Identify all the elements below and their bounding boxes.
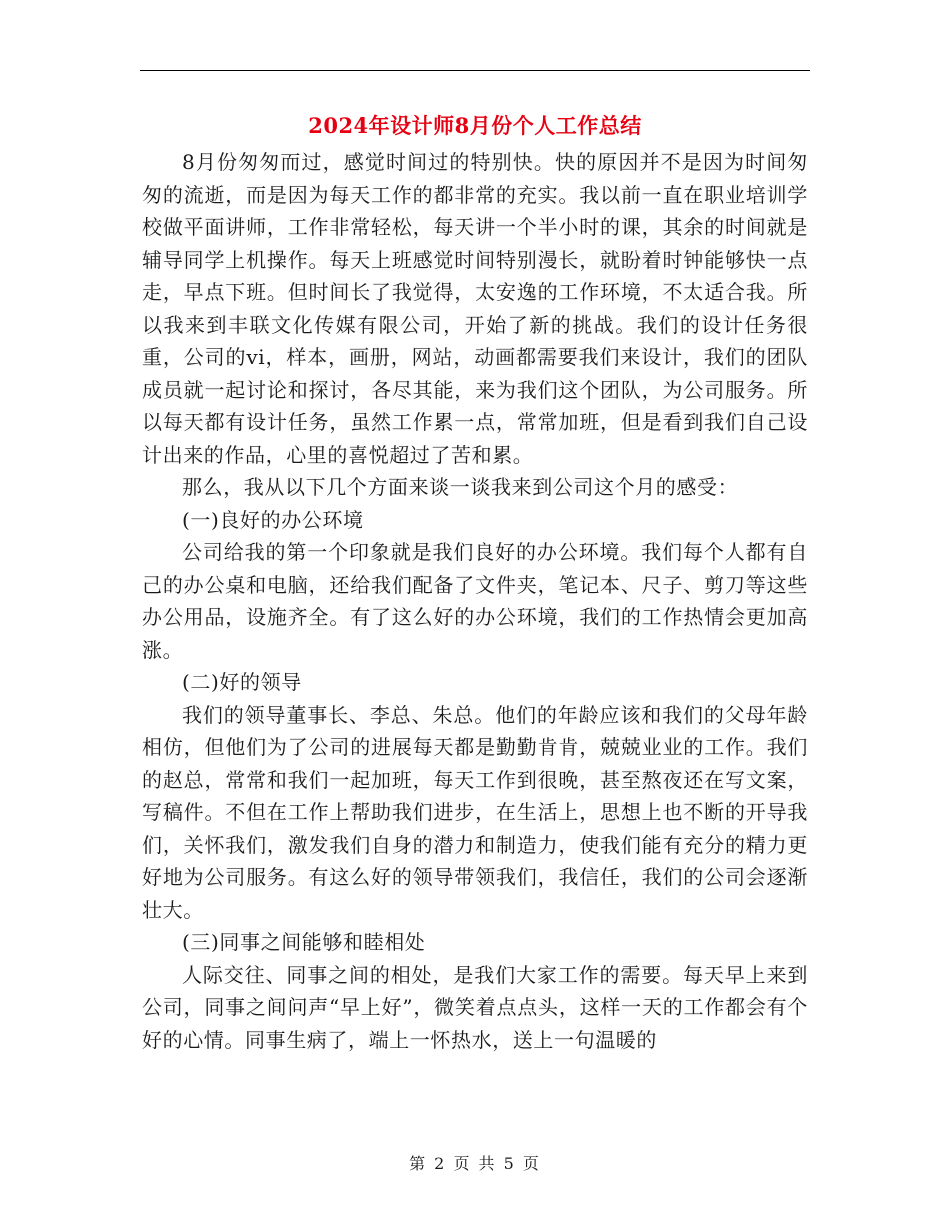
document-body (142, 146, 808, 1056)
paragraph-leadership: 我们的领导董事长、李总、朱总。他们的年龄应该和我们的父母年龄相仿，但他们为了公司的进展每天都是勤勤肯肯，兢兢业业的工作。我们的赵总，常常和我们一起加班，每天工作到很晚，甚至熬夜还在写文案，写稿件。不但在工作上帮助我们进步，在生活上，思想上也不断的开导我们，关怀我们，激发我们自身的潜力和制造力，使我们能有充分的精力更好地为公司服务。有这么好的领导带领我们，我信任，我们的公司会逐渐壮大。 (142, 702, 808, 922)
paragraph-intro: 8月份匆匆而过，感觉时间过的特别快。快的原因并不是因为时间匆匆的流逝，而是因为每天工作的都非常的充实。我以前一直在职业培训学校做平面讲师，工作非常轻松，每天讲一个半小时的课，其余的时间就是辅导同学上机操作。每天上班感觉时间特别漫长，就盼着时钟能够快一点走，早点下班。但时间长了我觉得，太安逸的工作环境，不太适合我。所以我来到丰联文化传媒有限公司，开始了新的挑战。我们的设计任务很重，公司的vi，样本，画册，网站，动画都需要我们来设计，我们的团队成员就一起讨论和探讨，各尽其能，来为我们这个团队，为公司服务。所以每天都有设计任务，虽然工作累一点，常常加班，但是看到我们自己设计出来的作品，心里的喜悦超过了苦和累。 (142, 150, 808, 467)
paragraph-office: 公司给我的第一个印象就是我们良好的办公环境。我们每个人都有自己的办公桌和电脑，还给我们配备了文件夹，笔记本、尺子、剪刀等这些办公用品，设施齐全。有了这么好的办公环境，我们的工作热情会更加高涨。 (142, 540, 808, 662)
section-heading-leadership: (二)好的领导 (182, 670, 302, 694)
header-rule (140, 70, 810, 71)
section-heading-colleagues: (三)同事之间能够和睦相处 (182, 930, 426, 954)
page-number-footer: 第 2 页 共 5 页 (409, 1154, 541, 1173)
paragraph-lead-in: 那么，我从以下几个方面来谈一谈我来到公司这个月的感受： (182, 475, 739, 499)
paragraph-colleagues: 人际交往、同事之间的相处，是我们大家工作的需要。每天早上来到公司，同事之间问声“早上好”，微笑着点点头，这样一天的工作都会有个好的心情。同事生病了，端上一怀热水，送上一句温暖的 (142, 962, 808, 1052)
document-title: 2024年设计师8月份个人工作总结 (308, 113, 642, 138)
section-heading-office: (一)良好的办公环境 (182, 507, 364, 532)
